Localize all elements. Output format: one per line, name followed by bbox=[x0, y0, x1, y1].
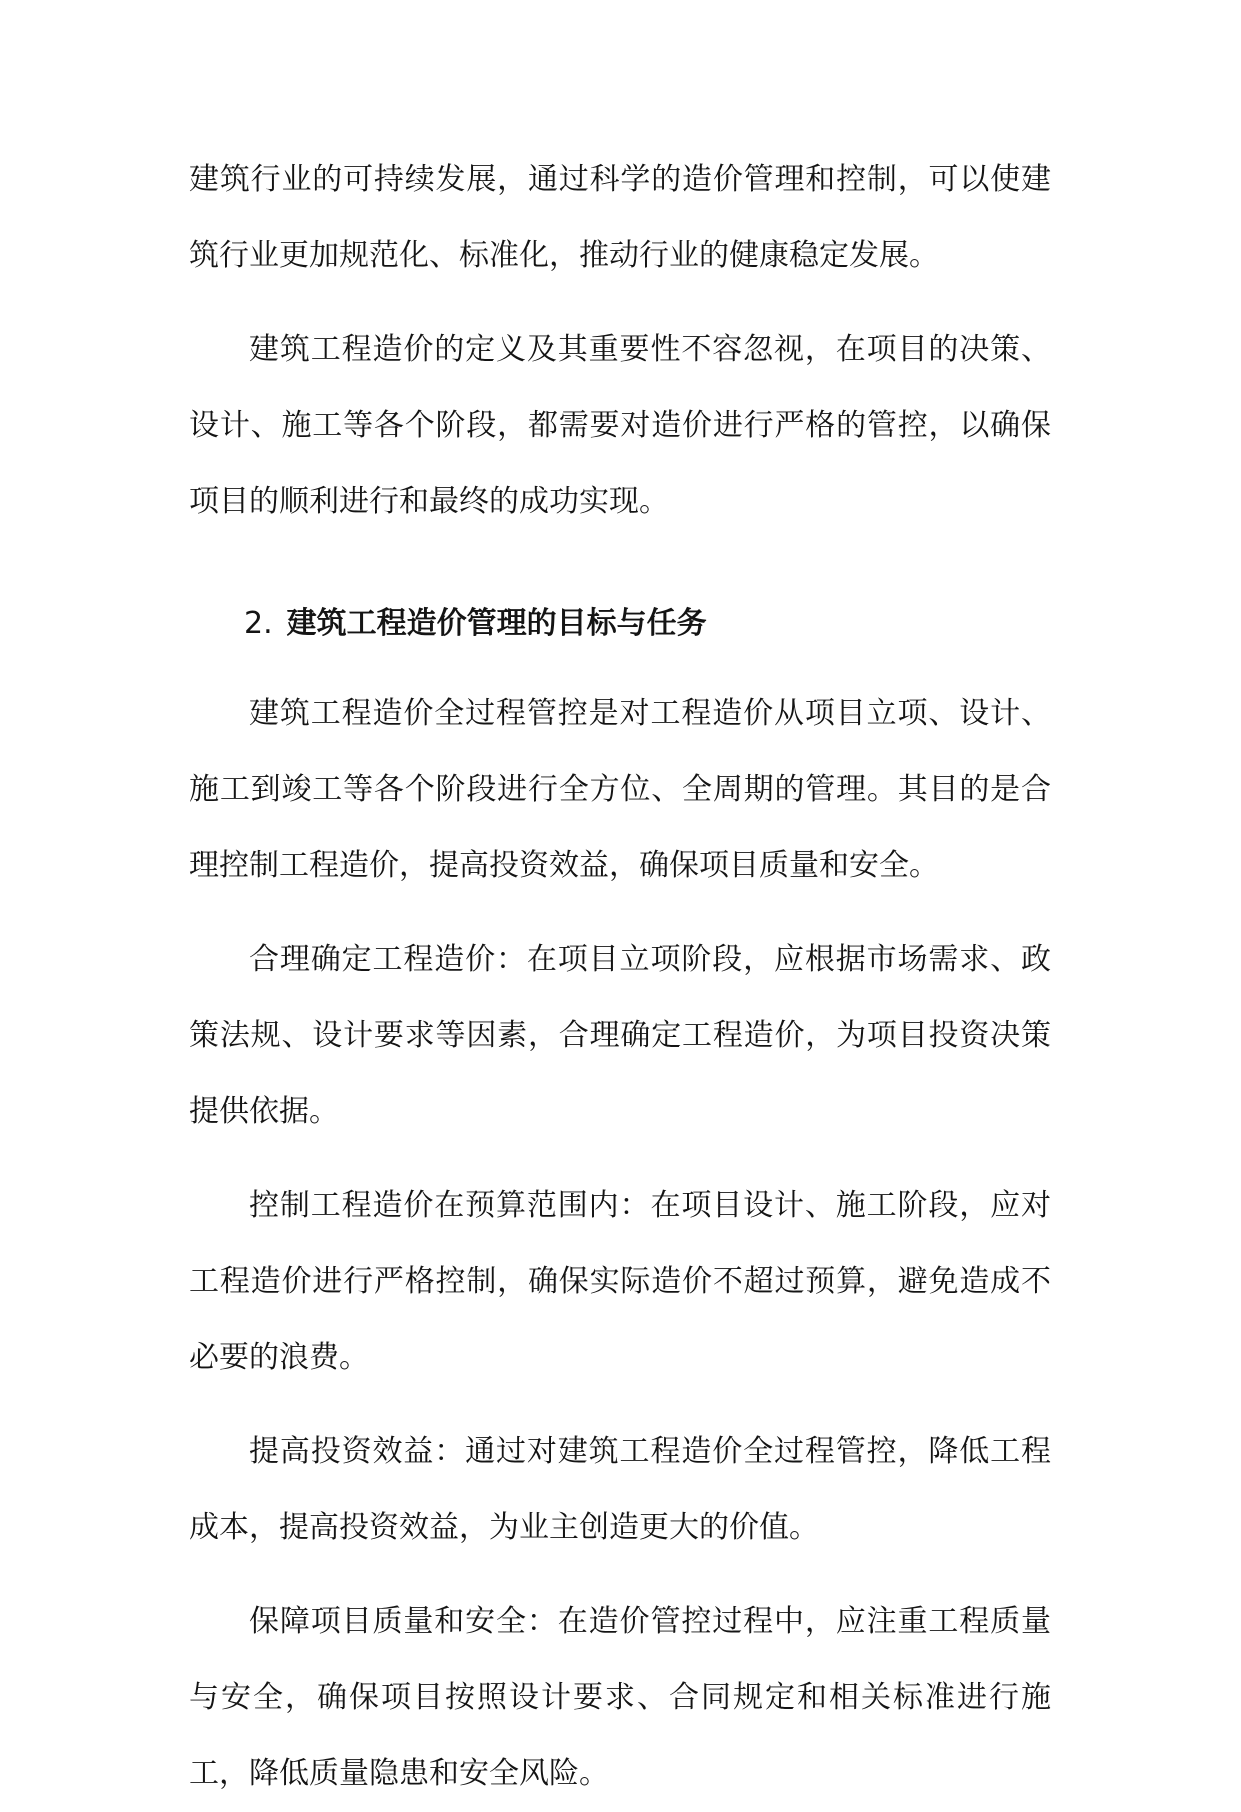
section-title: 建筑工程造价管理的目标与任务 bbox=[286, 606, 707, 641]
body-paragraph: 合理确定工程造价：在项目立项阶段，应根据市场需求、政策法规、设计要求等因素，合理确定工程造价，为项目投资决策提供依据。 bbox=[189, 942, 1051, 1129]
body-paragraph: 建筑工程造价的定义及其重要性不容忽视，在项目的决策、设计、施工等各个阶段，都需要对造价进行严格的管控，以确保项目的顺利进行和最终的成功实现。 bbox=[189, 332, 1051, 519]
body-paragraph: 保障项目质量和安全：在造价管控过程中，应注重工程质量与安全，确保项目按照设计要求、合同规定和相关标准进行施工，降低质量隐患和安全风险。 bbox=[189, 1604, 1051, 1791]
body-paragraph: 提高投资效益：通过对建筑工程造价全过程管控，降低工程成本，提高投资效益，为业主创造更大的价值。 bbox=[189, 1434, 1051, 1545]
document-body bbox=[189, 142, 1051, 1812]
section-number: 2. bbox=[244, 606, 273, 641]
body-paragraph: 控制工程造价在预算范围内：在项目设计、施工阶段，应对工程造价进行严格控制，确保实际造价不超过预算，避免造成不必要的浪费。 bbox=[189, 1188, 1051, 1375]
body-paragraph-continuation: 建筑行业的可持续发展，通过科学的造价管理和控制，可以使建筑行业更加规范化、标准化，推动行业的健康稳定发展。 bbox=[189, 162, 1051, 273]
body-paragraph: 建筑工程造价全过程管控是对工程造价从项目立项、设计、施工到竣工等各个阶段进行全方位、全周期的管理。其目的是合理控制工程造价，提高投资效益，确保项目质量和安全。 bbox=[189, 696, 1051, 883]
section-heading bbox=[189, 586, 1051, 662]
